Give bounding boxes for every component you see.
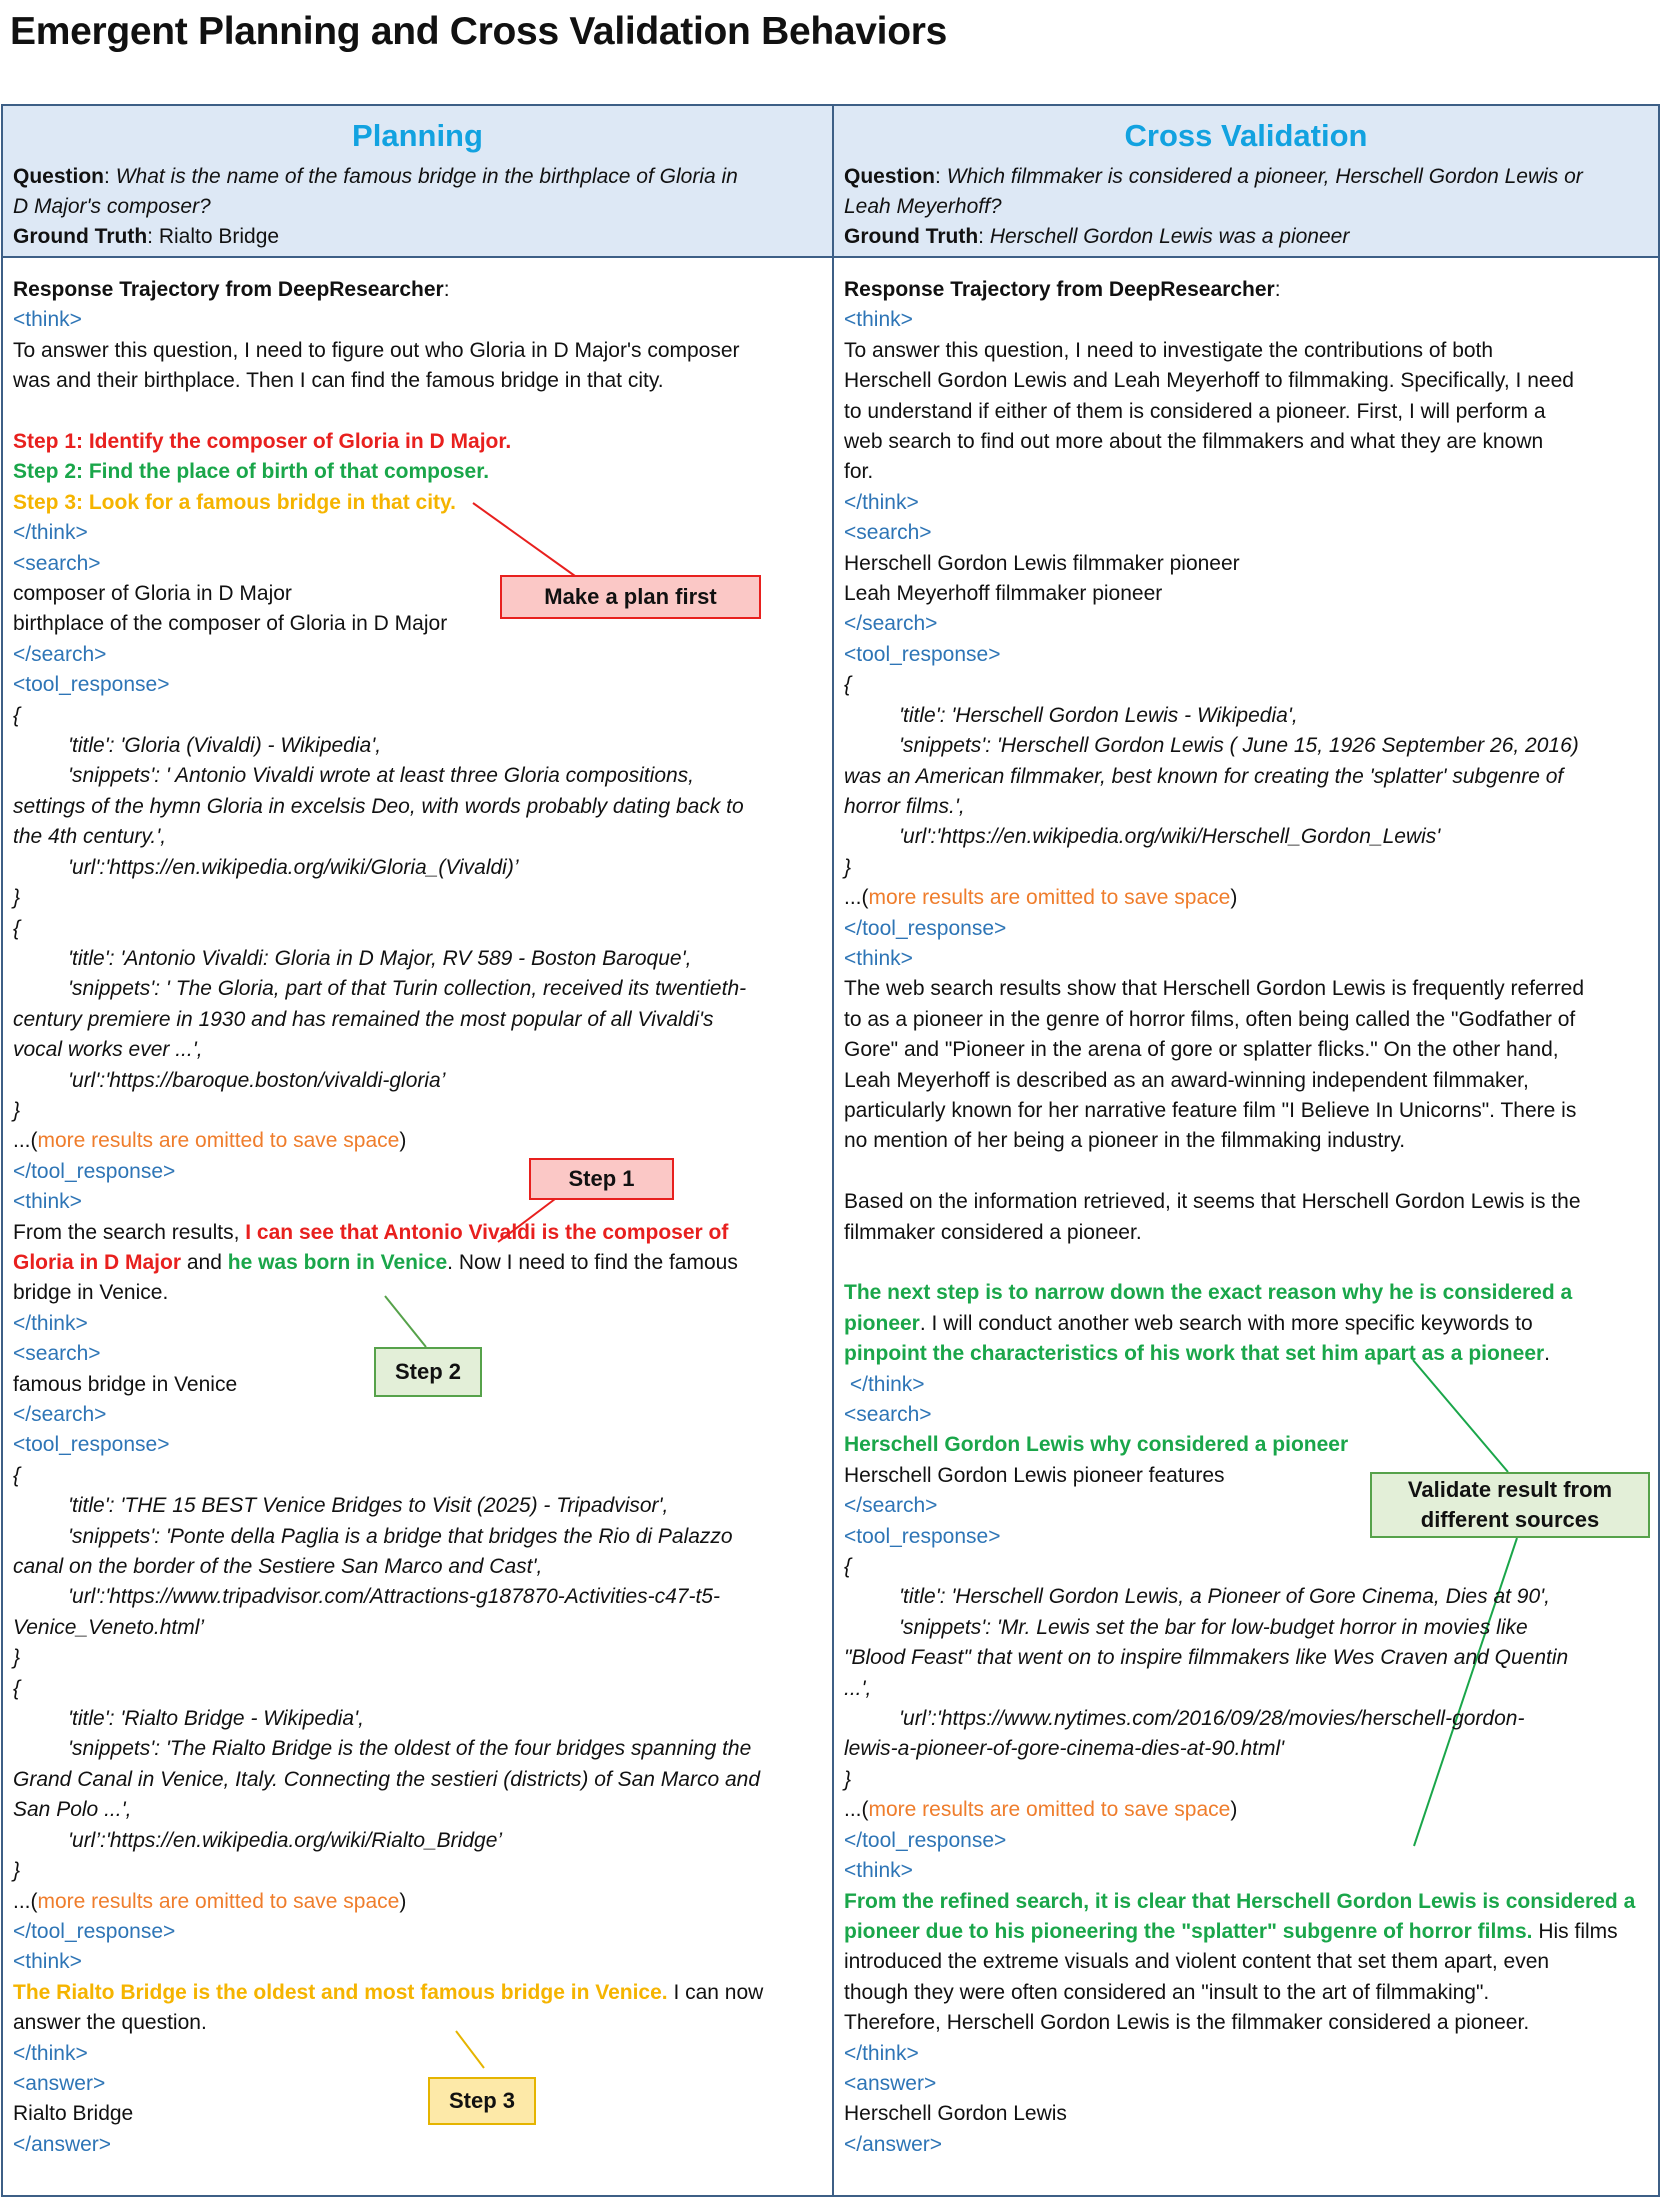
brace: { — [13, 1676, 21, 1700]
tool-response-close-tag: </tool_response> — [13, 1919, 176, 1943]
text-line: To answer this question, I need to investigate the contributions of both — [844, 338, 1494, 362]
planning-trajectory — [3, 258, 832, 2160]
think-close-tag: </think> — [849, 1372, 925, 1396]
brace: } — [13, 886, 21, 910]
result-snippet: 'snippets': 'Ponte della Paglia is a bridge that bridges the Rio di Palazzo — [68, 1524, 733, 1548]
search-close-tag: </search> — [13, 1403, 107, 1427]
result-snippet: 'snippets': ' The Gloria, part of that Turin collection, received its twentieth- — [68, 977, 747, 1001]
answer-close-tag: </answer> — [844, 2132, 943, 2156]
tool-response-open-tag: <tool_response> — [13, 673, 170, 697]
result-snippet: century premiere in 1930 and has remained the most popular of all Vivaldi's — [13, 1007, 714, 1031]
omitted-note: ...(more results are omitted to save space) — [13, 1889, 407, 1913]
brace: } — [13, 1859, 21, 1883]
text-line: Leah Meyerhoff is described as an award-winning independent filmmaker, — [844, 1068, 1529, 1092]
brace: { — [13, 703, 21, 727]
ground-truth-line: Ground Truth: Herschell Gordon Lewis was a pioneer — [844, 225, 1350, 248]
answer-open-tag: <answer> — [13, 2071, 106, 2095]
search-query: famous bridge in Venice — [13, 1372, 238, 1396]
question-line: Question: What is the name of the famous bridge in the birthplace of Gloria in — [13, 165, 738, 188]
cross-validation-column — [834, 106, 1658, 2195]
question-line: D Major's composer? — [13, 195, 211, 218]
final-answer: Rialto Bridge — [13, 2102, 134, 2126]
result-title: 'title': 'Herschell Gordon Lewis, a Pioneer of Gore Cinema, Dies at 90', — [899, 1585, 1550, 1609]
result-snippet: 'snippets': 'The Rialto Bridge is the oldest of the four bridges spanning the — [68, 1737, 752, 1761]
result-snippet: the 4th century.', — [13, 825, 167, 849]
tool-response-close-tag: </tool_response> — [13, 1159, 176, 1183]
observation-line: bridge in Venice. — [13, 1281, 169, 1305]
result-title: 'title': 'Herschell Gordon Lewis - Wikipedia', — [899, 703, 1298, 727]
think-open-tag: <think> — [844, 1859, 913, 1883]
text-line: no mention of her being a pioneer in the filmmaking industry. — [844, 1129, 1406, 1153]
brace: } — [844, 855, 852, 879]
text-line: To answer this question, I need to figure out who Gloria in D Major's composer — [13, 338, 740, 362]
step2-callout: Step 2 — [374, 1347, 482, 1397]
search-open-tag: <search> — [844, 1403, 932, 1426]
brace: } — [13, 1098, 21, 1122]
search-open-tag: <search> — [13, 551, 101, 575]
result-snippet: San Polo ...', — [13, 1798, 132, 1822]
search-query: Herschell Gordon Lewis pioneer features — [844, 1463, 1225, 1487]
result-snippet: "Blood Feast" that went on to inspire filmmakers like Wes Craven and Quentin — [844, 1646, 1569, 1670]
next-step-line: The next step is to narrow down the exact reason why he is considered a — [844, 1281, 1573, 1305]
observation-line: Gloria in D Major and he was born in Venice. Now I need to find the famous — [13, 1250, 738, 1274]
result-snippet: Grand Canal in Venice, Italy. Connecting the sestieri (districts) of San Marco and — [13, 1767, 761, 1791]
result-snippet: 'snippets': 'Mr. Lewis set the bar for low-budget horror in movies like — [899, 1615, 1528, 1639]
trajectory-label: Response Trajectory from DeepResearcher: — [844, 278, 1281, 301]
result-title: 'title': 'Antonio Vivaldi: Gloria in D Major, RV 589 - Boston Baroque', — [68, 946, 692, 970]
planning-header — [3, 106, 832, 258]
text-line: Based on the information retrieved, it seems that Herschell Gordon Lewis is the — [844, 1190, 1581, 1214]
step1-callout: Step 1 — [529, 1158, 674, 1200]
search-open-tag: <search> — [844, 521, 932, 545]
text-line: filmmaker considered a pioneer. — [844, 1220, 1142, 1244]
question-line: Leah Meyerhoff? — [844, 195, 1002, 218]
think-open-tag: <think> — [844, 308, 913, 332]
conclusion-line: though they were often considered an "insult to the art of filmmaking". — [844, 1980, 1490, 2004]
text-line: Herschell Gordon Lewis and Leah Meyerhoff to filmmaking. Specifically, I need — [844, 369, 1574, 393]
result-snippet: ...', — [844, 1676, 872, 1700]
next-step-line: pinpoint the characteristics of his work that set him apart as a pioneer. — [844, 1342, 1551, 1366]
page-title: Emergent Planning and Cross Validation Behaviors — [10, 10, 947, 53]
text-line: The web search results show that Herschell Gordon Lewis is frequently referred — [844, 977, 1585, 1001]
brace: } — [844, 1767, 852, 1791]
observation-line: From the search results, I can see that Antonio Vivaldi is the composer of — [13, 1220, 729, 1244]
think-close-tag: </think> — [844, 2041, 919, 2065]
validate-callout-line: different sources — [1420, 1507, 1600, 1532]
result-snippet: vocal works ever ...', — [13, 1038, 203, 1062]
omitted-note: ...(more results are omitted to save space) — [844, 1798, 1238, 1822]
planning-column — [3, 106, 834, 2195]
search-close-tag: </search> — [844, 612, 938, 636]
conclusion-line: pioneer due to his pioneering the "splatter" subgenre of horror films. His films — [844, 1919, 1618, 1943]
tool-response-open-tag: <tool_response> — [13, 1433, 170, 1457]
brace: { — [844, 673, 852, 697]
result-snippet: settings of the hymn Gloria in excelsis Deo, with words probably dating back to — [13, 794, 744, 818]
cross-validation-trajectory — [834, 258, 1658, 2160]
cross-validation-heading: Cross Validation — [1124, 118, 1368, 153]
omitted-note: ...(more results are omitted to save space) — [844, 886, 1238, 910]
search-query: composer of Gloria in D Major — [13, 582, 292, 606]
text-line: web search to find out more about the filmmakers and what they are known — [844, 430, 1544, 454]
final-answer: Herschell Gordon Lewis — [844, 2102, 1067, 2126]
search-query: birthplace of the composer of Gloria in D Major — [13, 612, 448, 636]
search-query: Herschell Gordon Lewis why considered a pioneer — [844, 1433, 1349, 1457]
text-line: Gore" and "Pioneer in the arena of gore or splatter flicks." On the other hand, — [844, 1038, 1559, 1062]
question-line: Question: Which filmmaker is considered a pioneer, Herschell Gordon Lewis or — [844, 165, 1583, 188]
think-open-tag: <think> — [13, 1950, 82, 1974]
result-url: 'url’:'https://en.wikipedia.org/wiki/Rialto_Bridge’ — [68, 1828, 503, 1852]
text-line: to as a pioneer in the genre of horror films, often being called the "Godfather of — [844, 1007, 1576, 1031]
cross-validation-header — [834, 106, 1658, 258]
result-title: 'title': 'THE 15 BEST Venice Bridges to Visit (2025) - Tripadvisor', — [68, 1494, 669, 1518]
make-plan-callout: Make a plan first — [500, 575, 761, 619]
tool-response-close-tag: </tool_response> — [844, 1828, 1007, 1852]
validate-callout-line: Validate result from — [1407, 1477, 1613, 1502]
conclusion-line: The Rialto Bridge is the oldest and most famous bridge in Venice. I can now — [13, 1980, 764, 2004]
conclusion-line: introduced the extreme visuals and violent content that set them apart, even — [844, 1950, 1550, 1974]
conclusion-line: Therefore, Herschell Gordon Lewis is the filmmaker considered a pioneer. — [844, 2011, 1530, 2035]
think-open-tag: <think> — [13, 1190, 82, 1214]
omitted-note: ...(more results are omitted to save space) — [13, 1129, 407, 1153]
tool-response-close-tag: </tool_response> — [844, 916, 1007, 940]
brace: } — [13, 1646, 21, 1670]
result-title: 'title': 'Gloria (Vivaldi) - Wikipedia', — [68, 734, 382, 758]
tool-response-open-tag: <tool_response> — [844, 1524, 1001, 1548]
result-snippet: 'snippets': ' Antonio Vivaldi wrote at least three Gloria compositions, — [68, 764, 695, 788]
result-url: 'url':'https://baroque.boston/vivaldi-gloria’ — [68, 1068, 446, 1092]
ground-truth-line: Ground Truth: Rialto Bridge — [13, 225, 280, 248]
search-open-tag: <search> — [13, 1342, 101, 1366]
result-snippet: horror films.', — [844, 794, 965, 818]
tool-response-open-tag: <tool_response> — [844, 642, 1001, 666]
comparison-frame — [1, 104, 1660, 2197]
think-open-tag: <think> — [844, 946, 913, 970]
text-line: particularly known for her narrative feature film "I Believe In Unicorns". There is — [844, 1098, 1577, 1122]
think-close-tag: </think> — [13, 1311, 88, 1335]
result-url: 'url':'https://en.wikipedia.org/wiki/Gloria_(Vivaldi)’ — [68, 855, 519, 879]
conclusion-line: answer the question. — [13, 2011, 207, 2035]
plan-step-2: Step 2: Find the place of birth of that composer. — [13, 460, 490, 484]
think-open-tag: <think> — [13, 308, 82, 332]
step3-callout: Step 3 — [428, 2077, 536, 2125]
result-url: 'url':'https://en.wikipedia.org/wiki/Herschell_Gordon_Lewis' — [899, 825, 1441, 849]
think-close-tag: </think> — [844, 490, 919, 514]
result-url: 'url':'https://www.tripadvisor.com/Attractions-g187870-Activities-c47-t5- — [68, 1585, 720, 1609]
result-url: lewis-a-pioneer-of-gore-cinema-dies-at-90.html' — [844, 1737, 1285, 1761]
result-snippet: 'snippets': 'Herschell Gordon Lewis ( June 15, 1926 September 26, 2016) — [899, 734, 1579, 758]
validate-callout — [1370, 1472, 1650, 1538]
result-snippet: was an American filmmaker, best known for creating the 'splatter' subgenre of — [844, 764, 1564, 788]
result-title: 'title': 'Rialto Bridge - Wikipedia', — [68, 1707, 364, 1731]
brace: { — [13, 1463, 21, 1487]
text-line: for. — [844, 460, 874, 484]
plan-step-1: Step 1: Identify the composer of Gloria in D Major. — [13, 430, 512, 454]
conclusion-line: From the refined search, it is clear that Herschell Gordon Lewis is considered a — [844, 1889, 1636, 1913]
text-line: was and their birthplace. Then I can find the famous bridge in that city. — [13, 369, 664, 393]
result-url: Venice_Veneto.html’ — [13, 1615, 205, 1639]
result-url: 'url’:'https://www.nytimes.com/2016/09/28/movies/herschell-gordon- — [899, 1707, 1525, 1731]
text-line: to understand if either of them is considered a pioneer. First, I will perform a — [844, 399, 1546, 423]
search-query: Leah Meyerhoff filmmaker pioneer — [844, 582, 1163, 606]
trajectory-label: Response Trajectory from DeepResearcher: — [13, 278, 450, 301]
think-close-tag: </think> — [13, 521, 88, 545]
answer-open-tag: <answer> — [844, 2071, 937, 2095]
brace: { — [844, 1555, 852, 1579]
think-close-tag: </think> — [13, 2041, 88, 2065]
search-close-tag: </search> — [13, 642, 107, 666]
next-step-line: pioneer. I will conduct another web search with more specific keywords to — [844, 1311, 1533, 1335]
search-query: Herschell Gordon Lewis filmmaker pioneer — [844, 551, 1240, 575]
brace: { — [13, 916, 21, 940]
result-snippet: canal on the border of the Sestiere San Marco and Cast', — [13, 1555, 543, 1579]
search-close-tag: </search> — [844, 1494, 938, 1518]
planning-heading: Planning — [352, 118, 483, 153]
answer-close-tag: </answer> — [13, 2132, 112, 2156]
plan-step-3: Step 3: Look for a famous bridge in that city. — [13, 490, 456, 514]
